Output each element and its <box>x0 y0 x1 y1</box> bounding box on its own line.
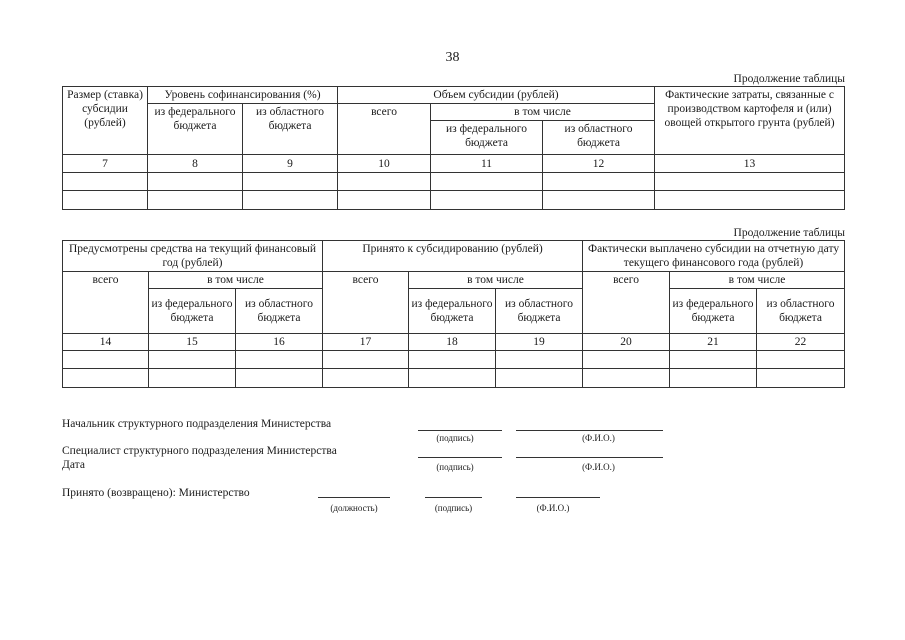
head-name-caption: (Ф.И.О.) <box>582 433 615 443</box>
ministry-position-caption: (должность) <box>330 503 378 513</box>
header-planned-funds: Предусмотрены средства на текущий финансовый год (рублей) <box>63 241 323 272</box>
specialist-name-line <box>516 457 663 458</box>
header-planned-including: в том числе <box>149 272 323 289</box>
col-number: 13 <box>655 155 845 173</box>
header-paid-total: всего <box>583 272 670 334</box>
subsidy-table-part-1 <box>62 86 845 210</box>
header-cofinancing-level: Уровень софинансирования (%) <box>148 87 338 104</box>
header-accepted-total: всего <box>323 272 409 334</box>
col-number: 20 <box>583 334 670 351</box>
header-paid-including: в том числе <box>670 272 845 289</box>
page-number: 38 <box>445 50 460 65</box>
subsidy-table-part-2 <box>62 240 845 388</box>
ministry-signature-line <box>425 497 482 498</box>
continuation-label-2: Продолжение таблицы <box>733 227 845 239</box>
header-volume-federal: из федерального бюджета <box>431 121 543 155</box>
col-number: 11 <box>431 155 543 173</box>
col-number: 15 <box>149 334 236 351</box>
ministry-name-caption: (Ф.И.О.) <box>536 503 570 513</box>
header-cofin-regional: из областного бюджета <box>243 104 338 155</box>
col-number: 12 <box>543 155 655 173</box>
date-label: Дата <box>62 459 85 471</box>
header-accepted-regional: из областного бюджета <box>496 289 583 334</box>
specialist-signature-line <box>418 457 502 458</box>
header-subsidy-volume: Объем субсидии (рублей) <box>338 87 655 104</box>
col-number: 9 <box>243 155 338 173</box>
table-row <box>63 369 845 388</box>
header-actual-costs: Фактические затраты, связанные с производством картофеля и (или) овощей открытого грунта (рублей) <box>655 87 845 155</box>
col-number: 18 <box>409 334 496 351</box>
continuation-label-1: Продолжение таблицы <box>733 73 845 85</box>
header-accepted-including: в том числе <box>409 272 583 289</box>
header-volume-total: всего <box>338 104 431 155</box>
header-planned-total: всего <box>63 272 149 334</box>
head-signature-caption: (подпись) <box>436 433 474 443</box>
head-name-line <box>516 430 663 431</box>
header-planned-federal: из федерального бюджета <box>149 289 236 334</box>
col-number: 14 <box>63 334 149 351</box>
header-volume-including: в том числе <box>431 104 655 121</box>
ministry-signature-caption: (подпись) <box>434 503 473 513</box>
specialist-name-caption: (Ф.И.О.) <box>582 462 615 472</box>
header-cofin-federal: из федерального бюджета <box>148 104 243 155</box>
specialist-signature-caption: (подпись) <box>436 462 474 472</box>
table-row <box>63 173 845 191</box>
head-signature-line <box>418 430 502 431</box>
header-accepted-federal: из федерального бюджета <box>409 289 496 334</box>
table-row <box>63 351 845 369</box>
col-number: 10 <box>338 155 431 173</box>
header-paid-federal: из федерального бюджета <box>670 289 757 334</box>
col-number: 19 <box>496 334 583 351</box>
col-number: 16 <box>236 334 323 351</box>
table-row <box>63 191 845 210</box>
header-subsidy-rate: Размер (ставка) субсидии (рублей) <box>63 87 148 155</box>
header-planned-regional: из областного бюджета <box>236 289 323 334</box>
col-number: 7 <box>63 155 148 173</box>
col-number: 21 <box>670 334 757 351</box>
accepted-returned-label: Принято (возвращено): Министерство <box>62 487 250 499</box>
ministry-name-line <box>516 497 600 498</box>
col-number: 8 <box>148 155 243 173</box>
specialist-label: Специалист структурного подразделения Министерства <box>62 445 337 457</box>
header-paid-regional: из областного бюджета <box>757 289 845 334</box>
head-of-division-label: Начальник структурного подразделения Министерства <box>62 418 332 430</box>
ministry-position-line <box>318 497 390 498</box>
header-actually-paid: Фактически выплачено субсидии на отчетную дату текущего финансового года (рублей) <box>583 241 845 272</box>
header-volume-regional: из областного бюджета <box>543 121 655 155</box>
header-accepted-subsidy: Принято к субсидированию (рублей) <box>323 241 583 272</box>
col-number: 17 <box>323 334 409 351</box>
col-number: 22 <box>757 334 845 351</box>
